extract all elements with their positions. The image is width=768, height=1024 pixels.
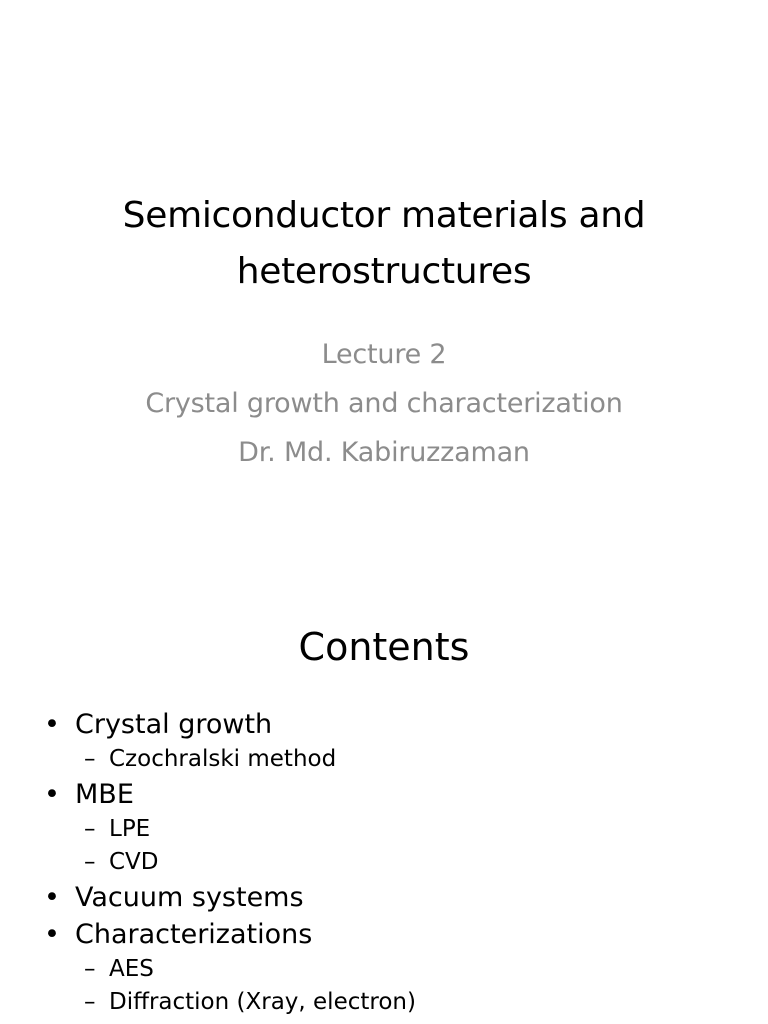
list-item: [0, 706, 768, 743]
list-subitem-label: LPE: [109, 816, 151, 842]
list-subitem: [0, 986, 768, 1019]
contents-list: [0, 706, 768, 1019]
list-subitem: [0, 743, 768, 776]
list-subitem-label: Czochralski method: [109, 746, 337, 772]
contents-slide: [0, 576, 768, 1024]
bullet-icon: •: [44, 779, 60, 810]
list-item-label: Vacuum systems: [75, 882, 304, 913]
list-item: [0, 776, 768, 813]
bullet-icon: •: [44, 882, 60, 913]
bullet-icon: •: [44, 919, 60, 950]
list-item-label: Characterizations: [75, 919, 313, 950]
list-item: [0, 879, 768, 916]
list-subitem-label: Diffraction (Xray, electron): [109, 989, 416, 1015]
dash-icon: –: [84, 956, 96, 982]
lecture-number: Lecture 2: [321, 339, 447, 370]
slide-subtitle: [40, 330, 728, 477]
list-subitem: [0, 813, 768, 846]
contents-title: Contents: [298, 625, 470, 669]
lecture-topic: Crystal growth and characterization: [145, 388, 623, 419]
list-subitem: [0, 846, 768, 879]
dash-icon: –: [84, 816, 96, 842]
slide-title-line: Semiconductor materials and: [122, 195, 646, 236]
slide-title: [40, 188, 728, 300]
list-subitem-label: AES: [109, 956, 154, 982]
slide-title-line: heterostructures: [236, 251, 532, 292]
list-subitem: [0, 953, 768, 986]
list-subitem-label: CVD: [109, 849, 159, 875]
list-item-label: MBE: [75, 779, 134, 810]
lecturer-name: Dr. Md. Kabiruzzaman: [238, 437, 530, 468]
bullet-icon: •: [44, 709, 60, 740]
dash-icon: –: [84, 989, 96, 1015]
list-item: [0, 916, 768, 953]
dash-icon: –: [84, 849, 96, 875]
dash-icon: –: [84, 746, 96, 772]
list-item-label: Crystal growth: [75, 709, 273, 740]
